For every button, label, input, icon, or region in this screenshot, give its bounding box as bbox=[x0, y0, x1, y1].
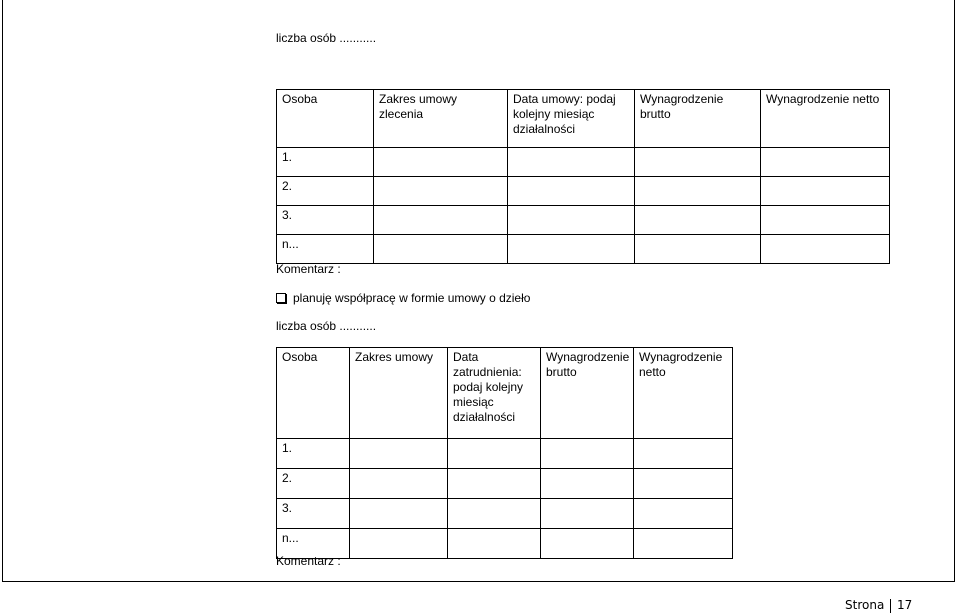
input-cell[interactable] bbox=[761, 235, 890, 264]
input-cell[interactable] bbox=[634, 469, 733, 499]
input-cell[interactable] bbox=[374, 148, 508, 177]
input-cell[interactable] bbox=[374, 206, 508, 235]
input-cell[interactable] bbox=[634, 439, 733, 469]
table-row bbox=[277, 499, 733, 529]
row-label: 2. bbox=[277, 177, 374, 206]
input-cell[interactable] bbox=[508, 206, 635, 235]
input-cell[interactable] bbox=[448, 469, 541, 499]
input-cell[interactable] bbox=[541, 469, 634, 499]
page-number: 17 bbox=[897, 598, 913, 612]
header-cell: Wynagrodzenie brutto bbox=[635, 90, 761, 148]
row-label: n... bbox=[277, 235, 374, 264]
row-label: 2. bbox=[277, 469, 350, 499]
input-cell[interactable] bbox=[508, 148, 635, 177]
header-cell: Wynagrodzenie brutto bbox=[541, 348, 634, 439]
section2-checkbox-label: planuję współpracę w formie umowy o dzieło bbox=[293, 291, 531, 305]
input-cell[interactable] bbox=[761, 177, 890, 206]
input-cell[interactable] bbox=[635, 148, 761, 177]
table-header-row bbox=[277, 90, 890, 148]
input-cell[interactable] bbox=[541, 499, 634, 529]
section2-checkbox-row[interactable] bbox=[276, 291, 530, 306]
row-label: 1. bbox=[277, 148, 374, 177]
row-label: 3. bbox=[277, 206, 374, 235]
header-cell: Zakres umowy zlecenia bbox=[374, 90, 508, 148]
header-cell: Osoba bbox=[277, 90, 374, 148]
section2-table bbox=[276, 347, 733, 559]
input-cell[interactable] bbox=[448, 499, 541, 529]
row-label: 1. bbox=[277, 439, 350, 469]
table-row bbox=[277, 529, 733, 559]
header-cell: Osoba bbox=[277, 348, 350, 439]
section2-comment-label: Komentarz : bbox=[276, 554, 341, 568]
section1-comment-label: Komentarz : bbox=[276, 262, 341, 276]
input-cell[interactable] bbox=[761, 206, 890, 235]
input-cell[interactable] bbox=[634, 529, 733, 559]
row-label: 3. bbox=[277, 499, 350, 529]
input-cell[interactable] bbox=[448, 439, 541, 469]
table-row bbox=[277, 148, 890, 177]
input-cell[interactable] bbox=[508, 177, 635, 206]
footer-separator bbox=[890, 599, 891, 613]
checkbox-icon[interactable] bbox=[276, 293, 286, 303]
table-row bbox=[277, 439, 733, 469]
section2-count-label: liczba osób ........... bbox=[276, 319, 377, 333]
table-row bbox=[277, 206, 890, 235]
input-cell[interactable] bbox=[508, 235, 635, 264]
input-cell[interactable] bbox=[761, 148, 890, 177]
row-label: n... bbox=[277, 529, 350, 559]
input-cell[interactable] bbox=[350, 439, 448, 469]
input-cell[interactable] bbox=[350, 469, 448, 499]
input-cell[interactable] bbox=[350, 529, 448, 559]
section1-table bbox=[276, 89, 890, 264]
input-cell[interactable] bbox=[634, 499, 733, 529]
input-cell[interactable] bbox=[374, 235, 508, 264]
input-cell[interactable] bbox=[635, 177, 761, 206]
input-cell[interactable] bbox=[541, 439, 634, 469]
input-cell[interactable] bbox=[541, 529, 634, 559]
section1-count-label: liczba osób ........... bbox=[276, 31, 377, 45]
header-cell: Wynagrodzenie netto bbox=[761, 90, 890, 148]
header-cell: Data zatrudnienia: podaj kolejny miesiąc działalności bbox=[448, 348, 541, 439]
input-cell[interactable] bbox=[635, 206, 761, 235]
input-cell[interactable] bbox=[374, 177, 508, 206]
header-cell: Zakres umowy bbox=[350, 348, 448, 439]
input-cell[interactable] bbox=[635, 235, 761, 264]
table-row bbox=[277, 469, 733, 499]
input-cell[interactable] bbox=[350, 499, 448, 529]
table-row bbox=[277, 235, 890, 264]
header-cell: Wynagrodzenie netto bbox=[634, 348, 733, 439]
table-header-row bbox=[277, 348, 733, 439]
header-cell: Data umowy: podaj kolejny miesiąc działalności bbox=[508, 90, 635, 148]
input-cell[interactable] bbox=[448, 529, 541, 559]
table-row bbox=[277, 177, 890, 206]
page-label: Strona bbox=[845, 598, 885, 612]
